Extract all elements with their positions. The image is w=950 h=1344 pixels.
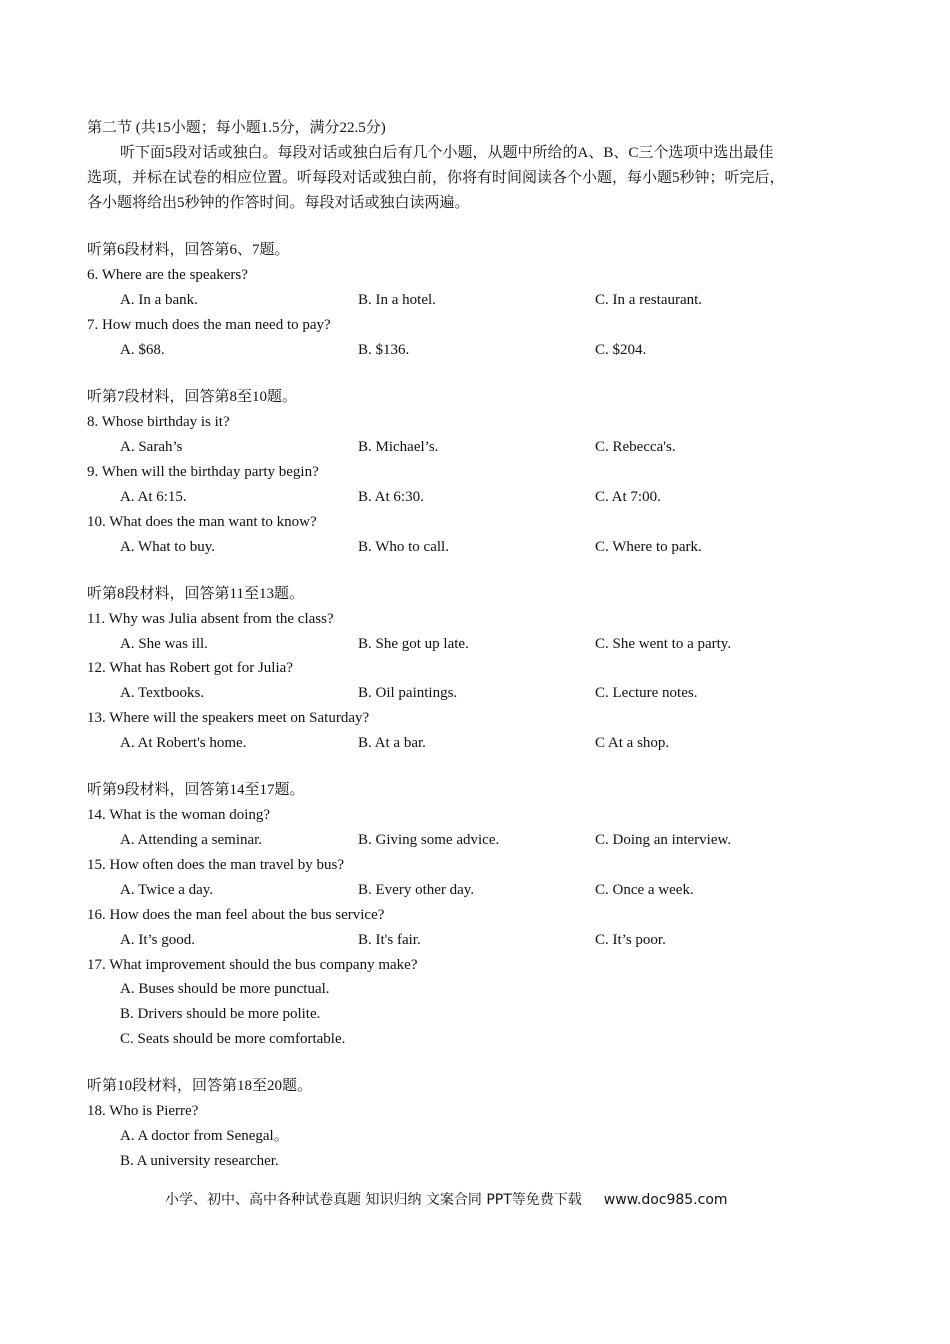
- option-a: A. In a bank.: [120, 292, 198, 308]
- option-c: C. Seats should be more comfortable.: [120, 1031, 346, 1047]
- question-7: 7. How much does the man need to pay?: [87, 317, 331, 333]
- option-b: B. Who to call.: [358, 539, 449, 555]
- question-6: 6. Where are the speakers?: [87, 267, 248, 283]
- options-row: [120, 632, 840, 657]
- option-a: A. A doctor from Senegal。: [120, 1128, 289, 1144]
- question-15: 15. How often does the man travel by bus?: [87, 857, 345, 873]
- option-a: A. Buses should be more punctual.: [120, 981, 330, 997]
- option-b: B. $136.: [358, 342, 410, 358]
- option-b: B. Every other day.: [358, 882, 475, 898]
- question-10: 10. What does the man want to know?: [87, 514, 317, 530]
- section-title: 第二节 (共15小题；每小题1.5分，满分22.5分): [87, 120, 386, 136]
- option-c: C. Where to park.: [595, 539, 702, 555]
- options-row: [120, 485, 840, 510]
- question-16: 16. How does the man feel about the bus service?: [87, 907, 385, 923]
- option-b: B. In a hotel.: [358, 292, 436, 308]
- section-heading: 听第9段材料，回答第14至17题。: [87, 782, 305, 798]
- options-row: [120, 928, 840, 953]
- question-11: 11. Why was Julia absent from the class?: [87, 611, 334, 627]
- option-a: A. At 6:15.: [120, 489, 187, 505]
- option-b: B. Michael’s.: [358, 439, 439, 455]
- options-row: [120, 681, 840, 706]
- option-a: A. What to buy.: [120, 539, 215, 555]
- option-b: B. At 6:30.: [358, 489, 424, 505]
- option-a: A. Sarah’s: [120, 439, 183, 455]
- options-row: [120, 878, 840, 903]
- option-c: C. $204.: [595, 342, 647, 358]
- option-b: B. A university researcher.: [120, 1153, 279, 1169]
- option-c: C At a shop.: [595, 735, 670, 751]
- option-a: A. Twice a day.: [120, 882, 214, 898]
- option-c: C. She went to a party.: [595, 636, 732, 652]
- instructions-line-2: 选项，并标在试卷的相应位置。听每段对话或独白前，你将有时间阅读各个小题，每小题5秒钟；听完后，: [87, 170, 785, 186]
- section-heading: 听第10段材料，回答第18至20题。: [87, 1078, 313, 1094]
- options-row: [120, 535, 840, 560]
- options-row: [120, 731, 840, 756]
- option-c: C. Rebecca's.: [595, 439, 676, 455]
- option-c: C. In a restaurant.: [595, 292, 703, 308]
- option-c: C. Lecture notes.: [595, 685, 698, 701]
- instructions-line-3: 各小题将给出5秒钟的作答时间。每段对话或独白读两遍。: [87, 195, 470, 211]
- question-14: 14. What is the woman doing?: [87, 807, 271, 823]
- option-b: B. Drivers should be more polite.: [120, 1006, 321, 1022]
- options-row: [120, 435, 840, 460]
- page-footer: [165, 1188, 728, 1213]
- option-a: A. Attending a seminar.: [120, 832, 263, 848]
- instructions-line-1: 听下面5段对话或独白。每段对话或独白后有几个小题，从题中所给的A、B、C三个选项中选出最佳: [120, 145, 774, 161]
- option-a: A. She was ill.: [120, 636, 208, 652]
- question-13: 13. Where will the speakers meet on Saturday?: [87, 710, 370, 726]
- question-17: 17. What improvement should the bus company make?: [87, 957, 418, 973]
- option-b: B. It's fair.: [358, 932, 421, 948]
- option-a: A. Textbooks.: [120, 685, 205, 701]
- question-9: 9. When will the birthday party begin?: [87, 464, 319, 480]
- option-b: B. She got up late.: [358, 636, 469, 652]
- footer-text: 小学、初中、高中各种试卷真题 知识归纳 文案合同 PPT等免费下载: [165, 1192, 582, 1208]
- section-heading: 听第7段材料，回答第8至10题。: [87, 389, 298, 405]
- option-b: B. Giving some advice.: [358, 832, 500, 848]
- option-c: C. Doing an interview.: [595, 832, 732, 848]
- footer-url[interactable]: www.doc985.com: [603, 1192, 728, 1208]
- option-c: C. At 7:00.: [595, 489, 661, 505]
- option-c: C. Once a week.: [595, 882, 694, 898]
- option-b: B. At a bar.: [358, 735, 426, 751]
- option-c: C. It’s poor.: [595, 932, 666, 948]
- options-row: [120, 338, 840, 363]
- question-18: 18. Who is Pierre?: [87, 1103, 199, 1119]
- question-12: 12. What has Robert got for Julia?: [87, 660, 293, 676]
- section-heading: 听第8段材料，回答第11至13题。: [87, 586, 304, 602]
- options-row: [120, 288, 840, 313]
- option-a: A. $68.: [120, 342, 165, 358]
- option-a: A. At Robert's home.: [120, 735, 247, 751]
- option-a: A. It’s good.: [120, 932, 195, 948]
- section-heading: 听第6段材料，回答第6、7题。: [87, 242, 290, 258]
- options-row: [120, 828, 840, 853]
- question-8: 8. Whose birthday is it?: [87, 414, 230, 430]
- option-b: B. Oil paintings.: [358, 685, 458, 701]
